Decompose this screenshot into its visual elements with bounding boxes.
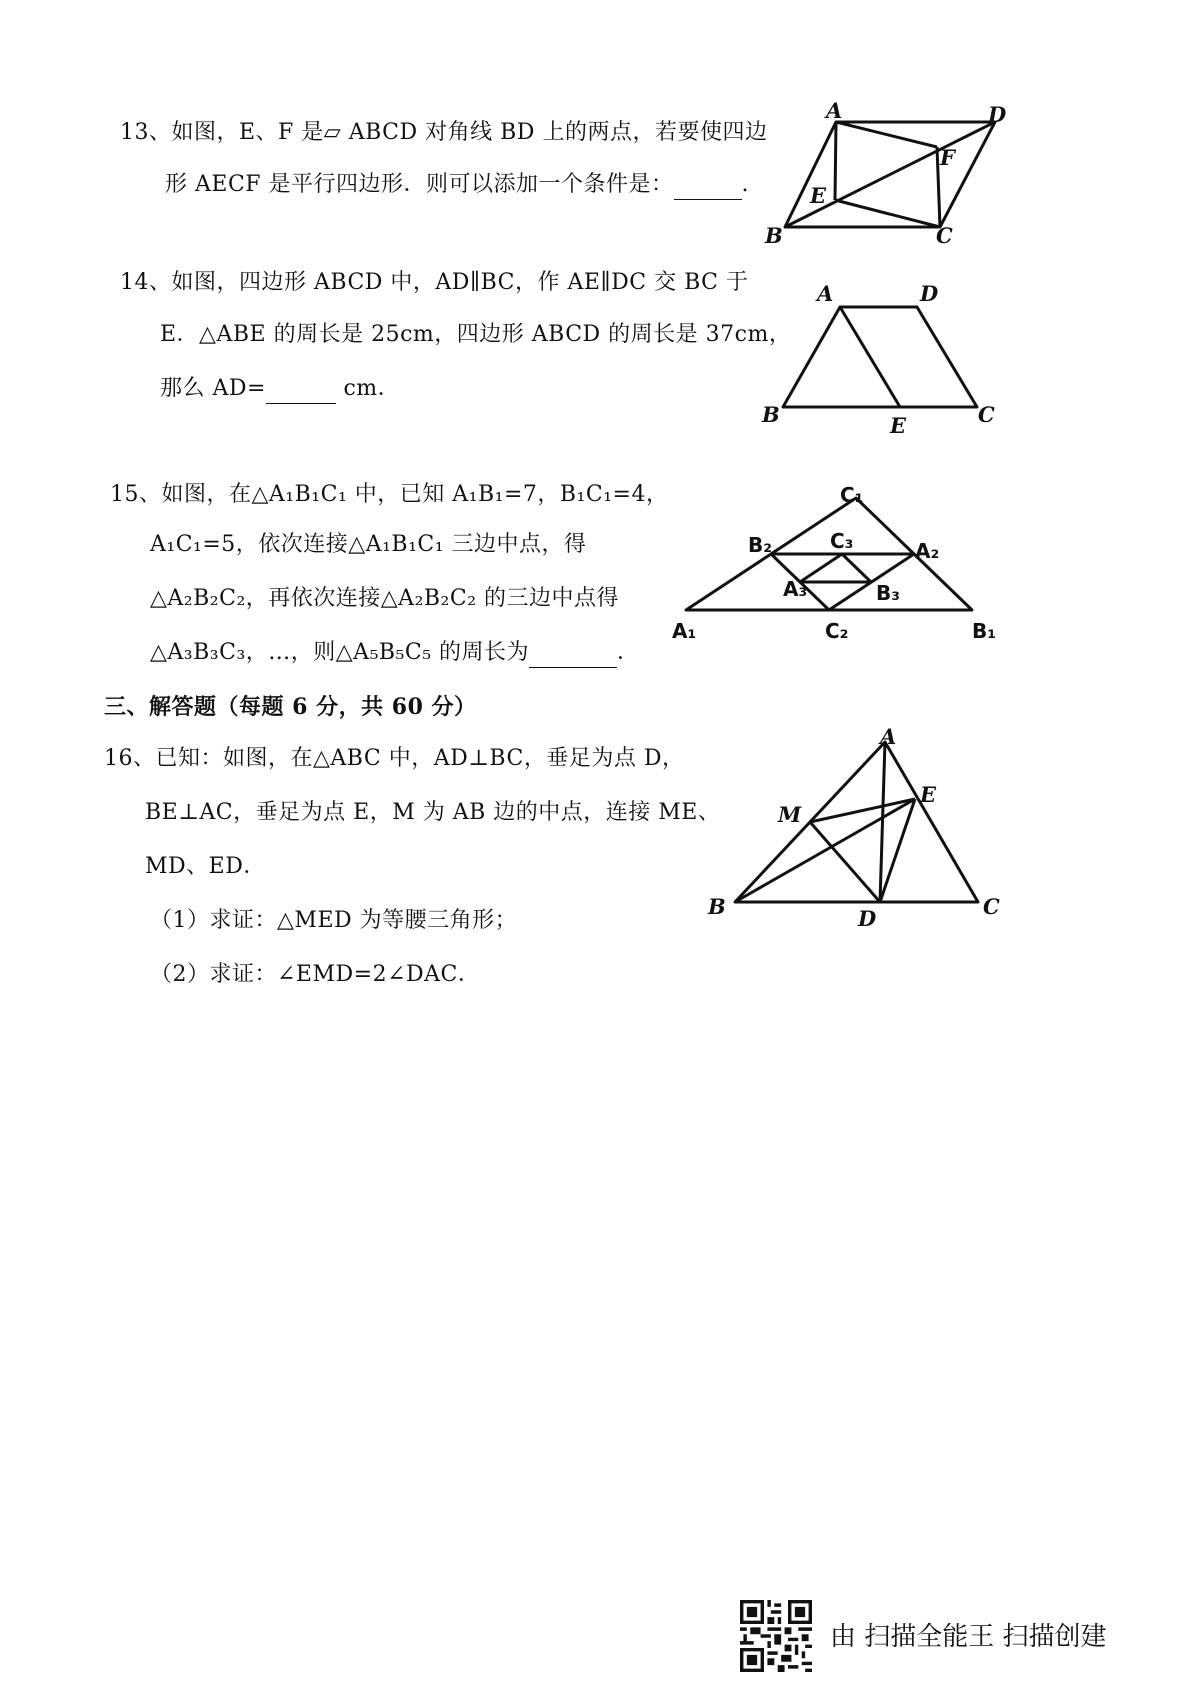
q14-label-d: D — [920, 281, 939, 306]
q16-segment-md — [810, 822, 880, 902]
q15-label-a1: A₁ — [672, 619, 697, 643]
qr-code-icon — [740, 1600, 812, 1672]
q14-label-e: E — [890, 413, 907, 438]
q16-line1: 16、已知：如图，在△ABC 中，AD⊥BC，垂足为点 D， — [104, 746, 685, 771]
q16-altitude-ad — [880, 742, 885, 902]
q13-label-a: A — [826, 98, 843, 123]
q16-label-b: B — [708, 894, 726, 919]
q13-label-c: C — [936, 223, 953, 248]
q16-label-d: D — [858, 906, 877, 931]
q13-label-e: E — [810, 183, 827, 208]
q16-triangle-diagram — [700, 724, 1020, 950]
q15-label-b1: B₁ — [972, 619, 997, 643]
q15-label-b2: B₂ — [748, 533, 773, 557]
scanner-footer-text: 由 扫描全能王 扫描创建 — [830, 1622, 1107, 1652]
q14-line1: 14、如图，四边形 ABCD 中，AD∥BC，作 AE∥DC 交 BC 于 — [120, 270, 749, 295]
q15-line4-start: △A₃B₃C₃，…，则△A₅B₅C₅ 的周长为 — [150, 640, 530, 665]
q13-line2 — [165, 170, 749, 200]
q14-trapezoid-diagram — [762, 281, 1030, 455]
q14-line3-start: 那么 AD= — [160, 376, 266, 401]
q13-diagonal-bd — [785, 122, 995, 227]
q13-segment-af — [836, 122, 937, 147]
q15-line3: △A₂B₂C₂，再依次连接△A₂B₂C₂ 的三边中点得 — [150, 586, 620, 611]
q16-part1: （1）求证：△MED 为等腰三角形； — [150, 908, 518, 933]
q13-line1: 13、如图，E、F 是▱ ABCD 对角线 BD 上的两点，若要使四边 — [120, 120, 768, 145]
q16-label-e: E — [920, 782, 937, 807]
q15-answer-blank[interactable] — [529, 645, 617, 668]
q16-line3: MD、ED． — [145, 854, 266, 879]
q16-label-a: A — [880, 724, 897, 749]
q15-line2: A₁C₁=5，依次连接△A₁B₁C₁ 三边中点，得 — [150, 532, 587, 557]
q15-label-c1: C₁ — [840, 483, 864, 507]
q15-label-a2: A₂ — [915, 539, 940, 563]
q15-line1: 15、如图，在△A₁B₁C₁ 中，已知 A₁B₁=7，B₁C₁=4， — [110, 482, 669, 507]
q15-line4 — [150, 638, 640, 668]
q15-label-c2: C₂ — [825, 619, 849, 643]
q15-line4-end: ． — [617, 640, 640, 665]
q13-label-d: D — [988, 102, 1007, 127]
q15-label-a3: A₃ — [783, 577, 808, 601]
q16-part2: （2）求证：∠EMD=2∠DAC． — [150, 962, 481, 987]
q14-label-a: A — [817, 281, 834, 306]
q13-label-f: F — [940, 145, 955, 170]
q13-line2-end: . — [741, 172, 750, 197]
q14-answer-blank[interactable] — [266, 381, 336, 404]
q16-label-c: C — [983, 894, 1000, 919]
q14-quadrilateral-abcd — [783, 307, 977, 407]
q13-parallelogram-diagram — [760, 100, 1020, 250]
q14-label-c: C — [978, 402, 995, 427]
q16-altitude-be — [735, 799, 915, 902]
q16-line2: BE⊥AC，垂足为点 E，M 为 AB 边的中点，连接 ME、 — [145, 800, 721, 825]
q15-label-c3: C₃ — [830, 529, 854, 553]
q16-triangle-abc — [735, 742, 978, 902]
q13-answer-blank[interactable] — [674, 177, 742, 200]
q14-segment-ae — [840, 307, 900, 407]
q16-label-m: M — [778, 802, 802, 827]
q13-label-b: B — [765, 223, 783, 248]
q15-nested-triangles-diagram — [670, 480, 1020, 650]
q16-segment-me — [810, 799, 915, 822]
q15-label-b3: B₃ — [876, 581, 901, 605]
q13-segment-ae — [835, 122, 836, 200]
q14-line3-end: cm． — [335, 376, 401, 401]
q14-line3 — [160, 374, 400, 404]
scanner-footer — [740, 1600, 1180, 1670]
q14-line2: E．△ABE 的周长是 25cm，四边形 ABCD 的周长是 37cm， — [160, 322, 792, 347]
q13-segment-ec — [835, 200, 940, 227]
q13-line2-text: 形 AECF 是平行四边形．则可以添加一个条件是： — [165, 172, 674, 197]
section-3-title: 三、解答题（每题 6 分，共 60 分） — [104, 694, 477, 720]
q14-label-b: B — [762, 402, 780, 427]
q15-triangle-a3b3c3 — [800, 554, 871, 582]
